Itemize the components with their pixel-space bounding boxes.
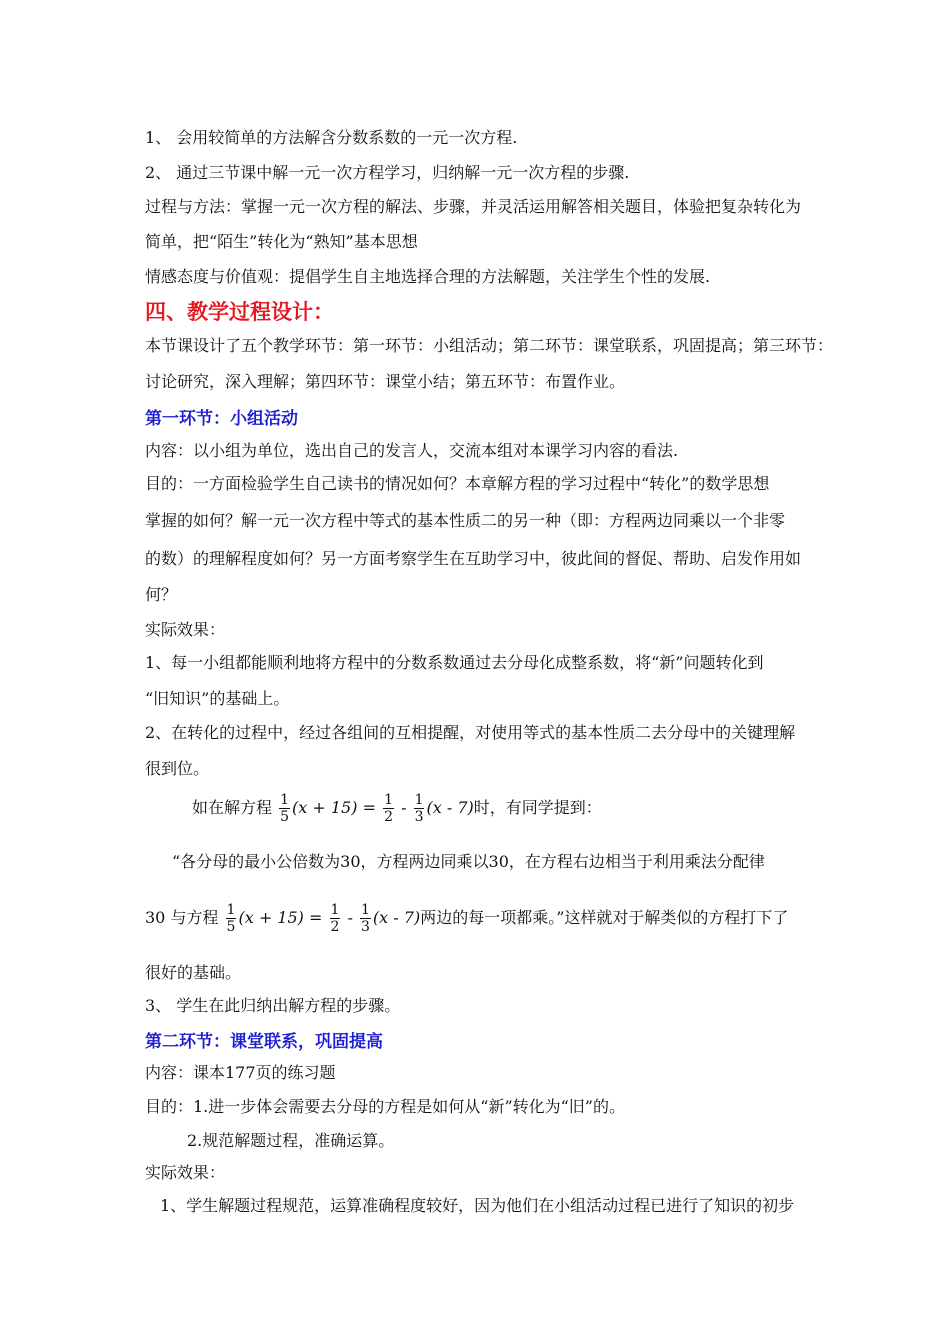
- section-heading-teaching-process: 四、教学过程设计：: [145, 300, 334, 324]
- stage-1-effect-1: 1、每一小组都能顺利地将方程中的分数系数通过去分母化成整系数，将“新”问题转化到: [145, 653, 764, 672]
- stage-1-effect-2: 2、在转化的过程中，经过各组间的互相提醒，对使用等式的基本性质二去分母中的关键理解: [145, 723, 796, 742]
- equation-lhs: (x + 15) =: [238, 908, 328, 927]
- fraction-one-third: $\frac{1}{3}$: [361, 902, 370, 935]
- stage-1-effect-1-cont: “旧知识”的基础上。: [145, 689, 290, 708]
- equation-minus: -: [395, 798, 412, 817]
- fraction-one-half: $\frac{1}{2}$: [384, 792, 393, 825]
- stage-2-purpose-2: 2.规范解题过程，准确运算。: [187, 1131, 395, 1150]
- stage-1-purpose-cont-1: 掌握的如何？解一元一次方程中等式的基本性质二的另一种（即：方程两边同乘以一个非零: [145, 511, 786, 530]
- stage-2-effect-1: 1、学生解题过程规范，运算准确程度较好，因为他们在小组活动过程已进行了知识的初步: [160, 1196, 795, 1215]
- equation-outro-text: 时，有同学提到：: [473, 798, 602, 817]
- equation-2-outro-text: 两边的每一项都乘。”这样就对于解类似的方程打下了: [420, 908, 789, 927]
- stage-1-purpose-cont-3: 何？: [145, 585, 178, 604]
- stage-1-heading: 第一环节：小组活动: [145, 409, 298, 429]
- process-method-text: 过程与方法：掌握一元一次方程的解法、步骤，并灵活运用解答相关题目，体验把复杂转化为: [145, 197, 802, 216]
- stage-2-content: 内容：课本177页的练习题: [145, 1063, 336, 1082]
- fraction-one-half: $\frac{1}{2}$: [330, 902, 340, 935]
- goal-item-2: 2、 通过三节课中解一元一次方程学习，归纳解一元一次方程的步骤.: [145, 163, 630, 182]
- emotion-values-text: 情感态度与价值观：提倡学生自主地选择合理的方法解题，关注学生个性的发展.: [145, 267, 711, 286]
- stage-1-purpose: 目的：一方面检验学生自己读书的情况如何？本章解方程的学习过程中“转化”的数学思想: [145, 474, 770, 493]
- equation-minus: -: [342, 908, 358, 927]
- equation-line-2: [145, 902, 788, 935]
- equation-rhs: (x - 7): [426, 798, 474, 817]
- student-quote-end: 很好的基础。: [145, 963, 242, 982]
- stage-1-effect-3: 3、 学生在此归纳出解方程的步骤。: [145, 996, 401, 1015]
- stage-1-effect-label: 实际效果：: [145, 620, 226, 639]
- equation-2-intro-text: 30 与方程: [145, 908, 219, 927]
- stage-1-content: 内容：以小组为单位，选出自己的发言人，交流本组对本课学习内容的看法.: [145, 441, 679, 460]
- goal-item-1: 1、 会用较简单的方法解含分数系数的一元一次方程.: [145, 128, 518, 147]
- overview-text: 本节课设计了五个教学环节：第一环节：小组活动；第二环节：课堂联系，巩固提高；第三环节：: [145, 336, 834, 355]
- equation-lhs: (x + 15) =: [292, 798, 382, 817]
- fraction-one-fifth: $\frac{1}{5}$: [226, 902, 236, 935]
- stage-2-effect-label: 实际效果：: [145, 1163, 226, 1182]
- stage-1-effect-2-cont: 很到位。: [145, 759, 210, 778]
- stage-2-heading: 第二环节：课堂联系，巩固提高: [145, 1032, 383, 1052]
- fraction-one-third: $\frac{1}{3}$: [414, 792, 424, 825]
- equation-line-1: [192, 792, 602, 825]
- process-method-text-cont: 简单，把“陌生”转化为“熟知”基本思想: [145, 232, 418, 251]
- stage-2-purpose-1: 目的：1.进一步体会需要去分母的方程是如何从“新”转化为“旧”的。: [145, 1097, 625, 1116]
- fraction-one-fifth: $\frac{1}{5}$: [280, 792, 290, 825]
- equation-rhs: (x - 7): [372, 908, 421, 927]
- student-quote: “各分母的最小公倍数为30，方程两边同乘以30，在方程右边相当于利用乘法分配律: [172, 852, 765, 871]
- equation-intro-text: 如在解方程: [192, 798, 273, 817]
- overview-text-cont: 讨论研究，深入理解；第四环节：课堂小结；第五环节：布置作业。: [145, 372, 626, 391]
- stage-1-purpose-cont-2: 的数）的理解程度如何？另一方面考察学生在互助学习中，彼此间的督促、帮助、启发作用如: [145, 549, 802, 568]
